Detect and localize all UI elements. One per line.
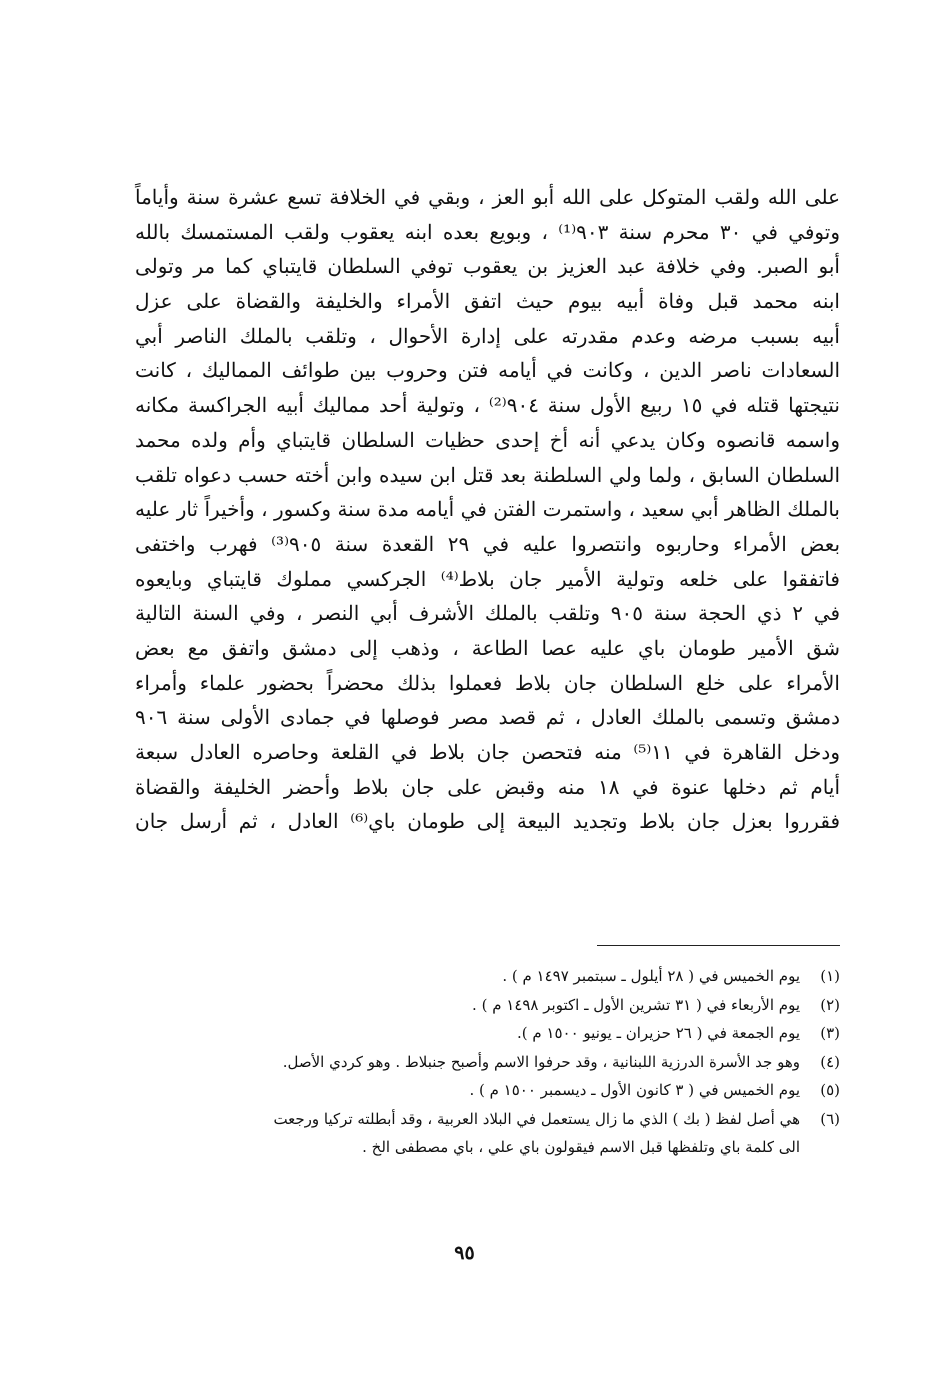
text-line: فاتفقوا على خلعه وتولية الأمير جان بلاط⁽⁴⁾ الجركسي مملوك قايتباي وبايعوه (135, 566, 840, 591)
footnote-text: وهو جد الأسرة الدرزية اللبنانية ، وقد حرفوا الاسم وأصبح جنبلاط . وهو كردي الأصل. (282, 1052, 800, 1071)
footnote-text: الى كلمة باي وتلفظها قبل الاسم فيقولون باي علي ، باي مصطفى الخ . (362, 1138, 800, 1156)
footnote-number: (٤) (820, 1052, 840, 1071)
text-line: أبو الصبر. وفي خلافة عبد العزيز بن يعقوب توفي السلطان قايتباي كما مر وتولى (135, 254, 840, 279)
footnote-divider (597, 945, 840, 946)
main-text (135, 180, 840, 839)
footnote-number: (٣) (820, 1024, 840, 1042)
footnote-number: (٢) (820, 995, 840, 1014)
footnote-text: يوم الأربعاء في ( ٣١ تشرين الأول ـ اكتوبر ١٤٩٨ م ) . (472, 995, 800, 1014)
text-line: فقرروا بعزل جان بلاط وتجديد البيعة إلى طومان باي⁽⁶⁾ العادل ، ثم أرسل جان (135, 809, 840, 834)
footnote-item (135, 962, 840, 991)
text-line: على الله ولقب المتوكل على الله أبو العز ، وبقي في الخلافة تسع عشرة سنة وأياماً (135, 185, 840, 209)
text-line: السلطان السابق ، ولما ولي السلطنة بعد قتل ابن سيده وابن أخته حسب دعواه تلقب (135, 462, 840, 487)
footnote-number: (٦) (820, 1109, 840, 1128)
footnote-item (135, 1105, 840, 1134)
footnotes (135, 962, 840, 1162)
text-line: ابنه محمد قبل وفاة أبيه بيوم حيث اتفق الأمراء والخليفة والقضاة على عزل (135, 289, 840, 314)
text-line: أبيه بسبب مرضه وعدم مقدرته على إدارة الأحوال ، وتلقب بالملك الناصر أبي (135, 323, 840, 348)
text-line: نتيجتها قتله في ١٥ ربيع الأول سنة ٩٠٤⁽²⁾ ، وتولية أحد مماليك أبيه الجراكسة مكانه (135, 393, 840, 418)
footnote-item (135, 1048, 840, 1077)
footnote-item (135, 991, 840, 1020)
footnote-item (135, 1019, 840, 1048)
text-line: في ٢ ذي الحجة سنة ٩٠٥ وتلقب بالملك الأشرف أبي النصر ، وفي السنة التالية (135, 601, 840, 626)
text-line: الأمراء على خلع السلطان جان بلاط فعملوا بذلك محضراً بحضور علماء وأمراء (135, 670, 840, 695)
text-line: ودخل القاهرة في ١١⁽⁵⁾ منه فتحصن جان بلاط في القلعة وحاصره العادل سبعة (135, 740, 840, 764)
text-line: السعادات ناصر الدين ، وكانت في أيامه فتن وحروب بين طوائف المماليك ، كانت (135, 358, 841, 383)
text-line: واسمه قانصوه وكان يدعي أنه أخ إحدى حظيات السلطان قايتباي وأم ولده محمد (135, 427, 840, 452)
text-line: دمشق وتسمى بالملك العادل ، ثم قصد مصر فوصلها في جمادى الأولى سنة ٩٠٦ (135, 705, 840, 730)
footnote-text: هي أصل لفظ ( بك ) الذي ما زال يستعمل في البلاد العربية ، وقد أبطلته تركيا ورجعت (273, 1109, 800, 1128)
footnote-number: (٥) (820, 1081, 840, 1099)
footnote-text: يوم الخميس في ( ٣ كانون الأول ـ ديسمبر ١٥٠٠ م ) . (469, 1081, 800, 1099)
page-number: ٩٥ (454, 1242, 475, 1264)
footnote-number: (١) (820, 967, 840, 985)
text-line: بعض الأمراء وحاربوه وانتصروا عليه في ٢٩ القعدة سنة ٩٠٥⁽³⁾ فهرب واختفى (135, 531, 841, 556)
footnote-text: يوم الجمعة في ( ٢٦ حزيران ـ يونيو ١٥٠٠ م ). (516, 1024, 800, 1042)
text-line: وتوفي في ٣٠ محرم سنة ٩٠٣⁽¹⁾ ، وبويع بعده ابنه يعقوب ولقب المستمسك بالله (135, 219, 840, 244)
text-line: بالملك الظاهر أبي سعيد ، واستمرت الفتن في أيامه مدة سنة وكسور ، وأخيراً ثار عليه (135, 497, 840, 522)
footnote-text: يوم الخميس في ( ٢٨ أيلول ـ سبتمبر ١٤٩٧ م ) . (502, 967, 800, 985)
text-line: شق الأمير طومان باي عليه عصا الطاعة ، وذهب إلى دمشق واتفق مع بعض (135, 635, 840, 660)
text-line: أيام ثم دخلها عنوة في ١٨ منه وقبض على جان بلاط وأحضر الخليفة والقضاة (135, 774, 840, 799)
footnote-continuation (135, 1133, 840, 1162)
footnote-item (135, 1076, 840, 1105)
